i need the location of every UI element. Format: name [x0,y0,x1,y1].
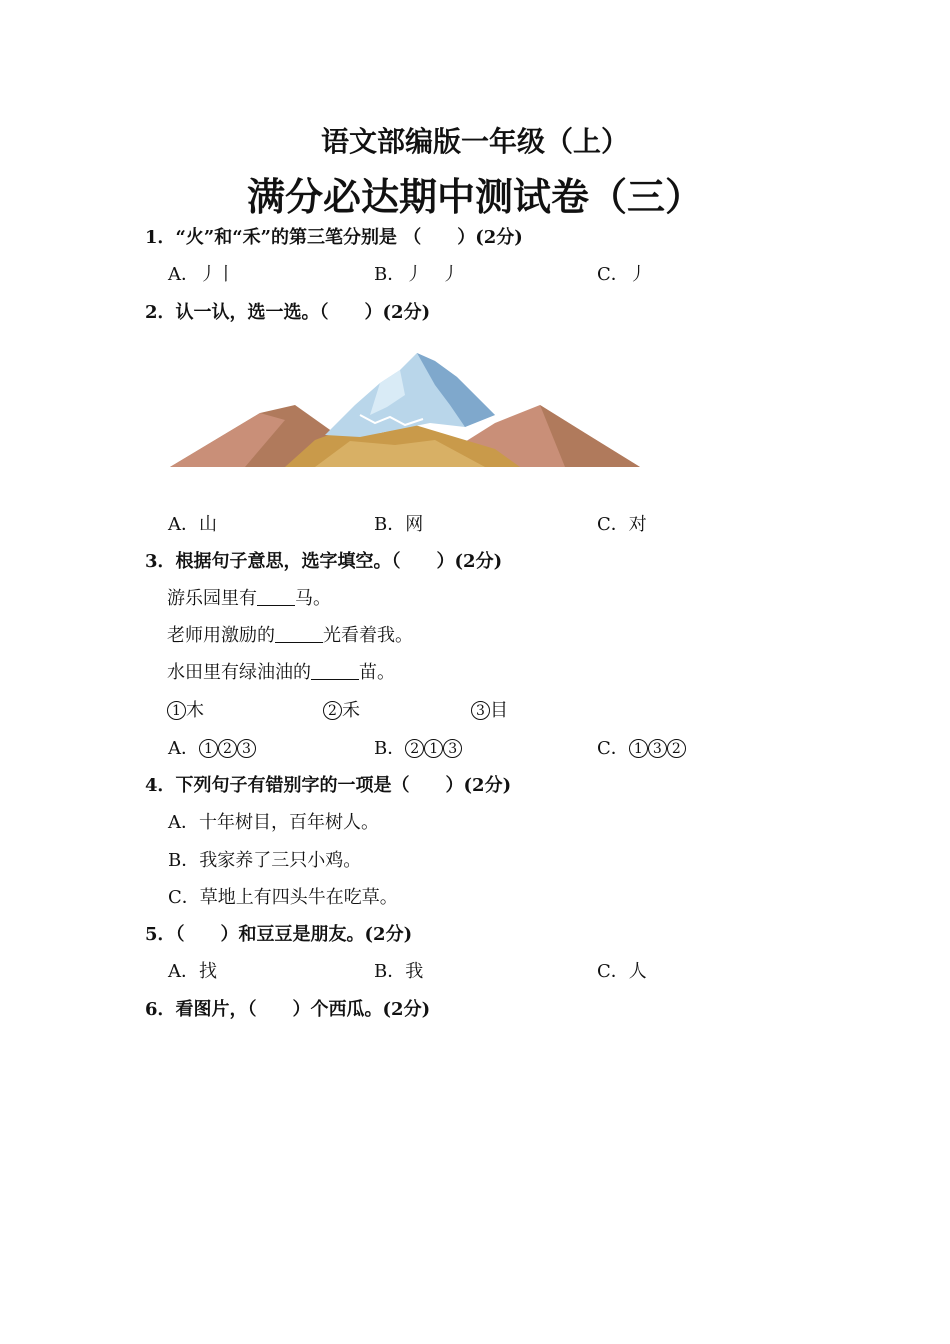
q3-option-c-label: C． [597,738,629,759]
q3-choice-3-number: 3 [471,701,490,720]
q3-sentence-3-after: 苗。 [359,662,395,683]
q3-blank-2 [275,624,323,643]
q3-choice-1-number: 1 [167,701,186,720]
q3-option-a [168,734,256,760]
q1-option-a: A．丿丨 [168,264,235,285]
q3-sentence-3 [167,658,395,684]
q3-option-b-seq-2: 1 [424,739,443,758]
q3-choice-1 [167,696,204,722]
q3-sentence-1-after: 马。 [295,588,331,609]
exam-subtitle: 语文部编版一年级（上） [320,125,629,158]
q3-option-a-seq-1: 1 [199,739,218,758]
q3-option-c-seq-1: 1 [629,739,648,758]
question-6-stem: 6．看图片，（ ）个西瓜。(2分) [145,999,431,1020]
question-5-stem: 5．（ ）和豆豆是朋友。(2分) [145,924,413,945]
q2-option-c: C．对 [597,514,647,535]
q3-sentence-2-before: 老师用激励的 [167,625,275,646]
mountain-illustration-icon [165,345,643,475]
q3-option-a-label: A． [168,738,199,759]
q3-blank-3 [311,661,359,680]
q2-option-a: A．山 [168,514,217,535]
q4-option-c: C．草地上有四头牛在吃草。 [168,887,398,908]
q4-option-b: B．我家养了三只小鸡。 [168,850,362,871]
q3-option-c [597,734,686,760]
exam-title: 满分必达期中测试卷（三） [246,174,703,219]
q3-choice-2-char: 禾 [342,700,360,721]
q5-option-a: A．找 [168,961,217,982]
q3-choice-3-char: 目 [490,700,508,721]
question-3-stem: 3．根据句子意思，选字填空。（ ）(2分) [145,551,503,572]
q1-option-c: C．丿 [597,264,647,285]
q3-blank-1 [257,587,295,606]
question-2-stem: 2．认一认，选一选。（ ）(2分) [145,302,431,323]
q3-option-b-label: B． [374,738,406,759]
question-4-stem: 4．下列句子有错别字的一项是（ ）(2分) [145,775,512,796]
q3-option-a-seq-3: 3 [237,739,256,758]
q5-option-c: C．人 [597,961,647,982]
q3-choice-2 [323,696,360,722]
q3-option-b-seq-3: 3 [443,739,462,758]
q2-option-b: B．网 [374,514,424,535]
q3-option-c-seq-2: 3 [648,739,667,758]
q3-sentence-2 [167,621,413,647]
question-1-stem: 1．“火”和“禾”的第三笔分别是 （ ）(2分) [145,227,523,248]
q3-sentence-1-before: 游乐园里有 [167,588,257,609]
q3-sentence-1 [167,584,331,610]
q3-option-a-seq-2: 2 [218,739,237,758]
q5-option-b: B．我 [374,961,424,982]
q1-option-b: B．丿 丿 [374,264,460,285]
q3-choice-2-number: 2 [323,701,342,720]
q3-option-b [374,734,462,760]
q3-option-c-seq-3: 2 [667,739,686,758]
q3-sentence-3-before: 水田里有绿油油的 [167,662,311,683]
q3-sentence-2-after: 光看着我。 [323,625,413,646]
q3-option-b-seq-1: 2 [405,739,424,758]
q3-choice-1-char: 木 [186,700,204,721]
q4-option-a: A．十年树目，百年树人。 [168,812,379,833]
q3-choice-3 [471,696,508,722]
